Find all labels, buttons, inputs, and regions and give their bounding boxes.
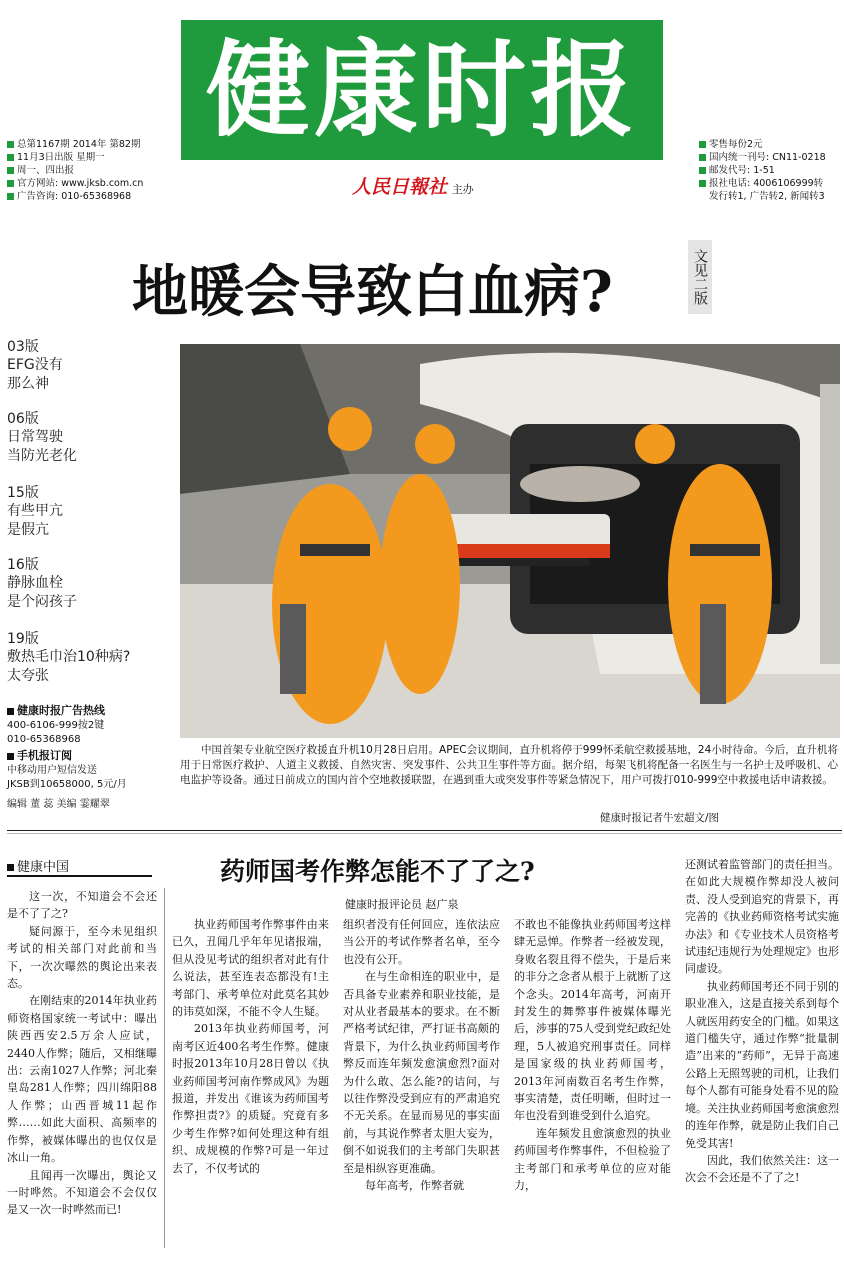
divider	[7, 830, 842, 831]
article-column: 组织者没有任何回应，连依法应当公开的考试作弊者名单，至今也没有公开。 在与生命相连的职业中，是否具备专业素养和职业技能，是对从业者最基本的要求。在不断严格考试纪律，严打证书高颇的背景下，为什么执业药师国考作弊反而连年频发愈演愈烈?面对为什么敢、怎么能?的诘问，与以往作弊没受到应有的严肃追究不无关系。在显而易见的事实面前，与其说作弊者太胆大妄为，倒不如说我们的主考部门失职甚至是相纵容更准确。 每年高考，作弊者就	[343, 918, 500, 1193]
index-item[interactable]: 19版 敷热毛巾治10种病? 太夸张	[7, 631, 131, 684]
issue-line: 官方网站: www.jksb.com.cn	[7, 177, 143, 190]
front-headline[interactable]: 地暖会导致白血病?	[132, 259, 613, 325]
article-column: 执业药师国考作弊事件由来已久，丑闻几乎年年见诸报端，但从没见考试的组织者对此有什么说法，甚至连表态都没有!主考部门、承考单位对此莫名其妙的讳莫如深，不能不令人生疑。 2013年执业药师国考，河南考区近400名考生作弊。健康时报2013年10月28日曾以《执业药师国考河南作弊成风》为题报道，并发出《谁该为药师国考作弊担责?》的质疑。究竟有多少考生作弊?如何处理这种有组织、成规模的作弊?可是一年过去了，不仅考试的	[172, 918, 329, 1175]
newspaper-title: 健康时报	[205, 28, 638, 151]
index-item[interactable]: 15版 有些甲亢 是假亢	[7, 485, 63, 538]
publisher-logo: 人民日報社	[352, 176, 448, 198]
see-also-tag: 文见二版	[688, 240, 712, 314]
index-item[interactable]: 16版 静脉血栓 是个闷孩子	[7, 557, 77, 610]
publisher	[352, 172, 474, 199]
photo-caption: 中国首架专业航空医疗救援直升机10月28日启用。APEC会议期间，直升机将停于999怀柔航空救援基地，24小时待命。今后，直升机将用于日常医疗救护、人道主义救援、自然灾害、突发事件、公共卫生事件等方面。据介绍，每架飞机将配备一名医生与一名护士及呼吸机、心电监护等设备。通过日前成立的国内首个空地救援联盟，在遇到重大或突发事件等紧急情况下，用户可拨打010-999空中救援电话申请救援。	[180, 744, 838, 786]
price-line: 零售每份2元	[699, 138, 826, 151]
issue-info	[7, 138, 143, 203]
divider	[164, 888, 165, 1248]
price-line: 国内统一刊号: CN11-0218	[699, 151, 826, 164]
editors-credit: 编辑 董 蕊 美编 霎耀翠	[7, 799, 110, 810]
news-photo	[180, 344, 840, 738]
issue-line: 总第1167期 2014年 第82期	[7, 138, 143, 151]
index-item[interactable]: 03版 EFG没有 那么神	[7, 339, 63, 392]
article-column: 还测试着监管部门的责任担当。在如此大规模作弊却没人被问责、没人受到追究的背景下，再完善的《执业药师资格考试实施办法》和《专业技术人员资格考试违纪违规行为处理规定》也形同虚设。 执业药师国考还不同于别的职业准入，这是直接关系到每个人就医用药安全的门槛。如果这道门槛失守，通过作弊“批量制造”出来的“药师”，无异于高速公路上无照驾驶的司机，让我们每个人都有可能身处看不见的险境。关注执业药师国考愈演愈烈的连年作弊，就是防止我们自己免受其害! 因此，我们依然关注：这一次会不会还是不了了之!	[685, 858, 839, 1185]
price-line: 报社电话: 4006106999转	[699, 177, 826, 190]
index-item[interactable]: 06版 日常驾驶 当防光老化	[7, 411, 77, 464]
article-title[interactable]: 药师国考作弊怎能不了了之?	[220, 857, 535, 886]
photo-credit: 健康时报记者牛宏超文/图	[600, 812, 720, 824]
divider	[7, 833, 842, 834]
section-label: 健康中国	[7, 856, 69, 875]
article-column: 不敢也不能像执业药师国考这样肆无忌惮。作弊者一经被发现，身败名裂且得不偿失，于是后来的非分之念者从根于上就断了这个念头。2014年高考，河南开封发生的舞弊事件被媒体曝光后，涉事的75人受到党纪政纪处理，5人被追究刑事责任。同样是国家级的执业药师国考，2013年河南数百名考生作弊，事实清楚，责任明晰，但时过一年也没看到谁受到什么追究。 连年频发且愈演愈烈的执业药师国考作弊事件，不但检验了主考部门和承考单位的应对能力，	[514, 918, 671, 1193]
divider	[7, 875, 152, 877]
article-byline: 健康时报评论员 赵广泉	[345, 898, 459, 911]
issue-line: 广告咨询: 010-65368968	[7, 190, 143, 203]
issue-line: 周一、四出报	[7, 164, 143, 177]
price-info	[699, 138, 826, 203]
ad-hotline: 健康时报广告热线 400-6106-999按2键 010-65368968 手机报订阅 中移动用户短信发送 JKSB到10658000, 5元/月 编辑 董 蕊 美编 霎耀翠	[7, 704, 127, 810]
price-line: 邮发代号: 1-51	[699, 164, 826, 177]
price-line: 发行转1, 广告转2, 新闻转3	[709, 191, 825, 202]
issue-line: 11月3日出版 星期一	[7, 151, 143, 164]
publisher-suffix: 主办	[451, 183, 474, 196]
article-column: 这一次，不知道会不会还是不了了之? 疑问源于，至今未见组织考试的相关部门对此前和当下，一次次曝然的舆论出来表态。 在刚结束的2014年执业药师资格国家统一考试中：曝出陕西西安2.5万余人应试，2440人作弊；随后，又相继曝出：云南1027人作弊；河北秦皇岛281人作弊；四川绵阳88人作弊；山西晋城11起作弊……如此大面积、高频率的作弊，被媒体曝出的也仅仅是冰山一角。 且闻再一次曝出，舆论又一时哗然。不知道会不会仅仅是又一次一时哗然而已!	[7, 890, 157, 1217]
masthead-banner	[181, 20, 663, 160]
